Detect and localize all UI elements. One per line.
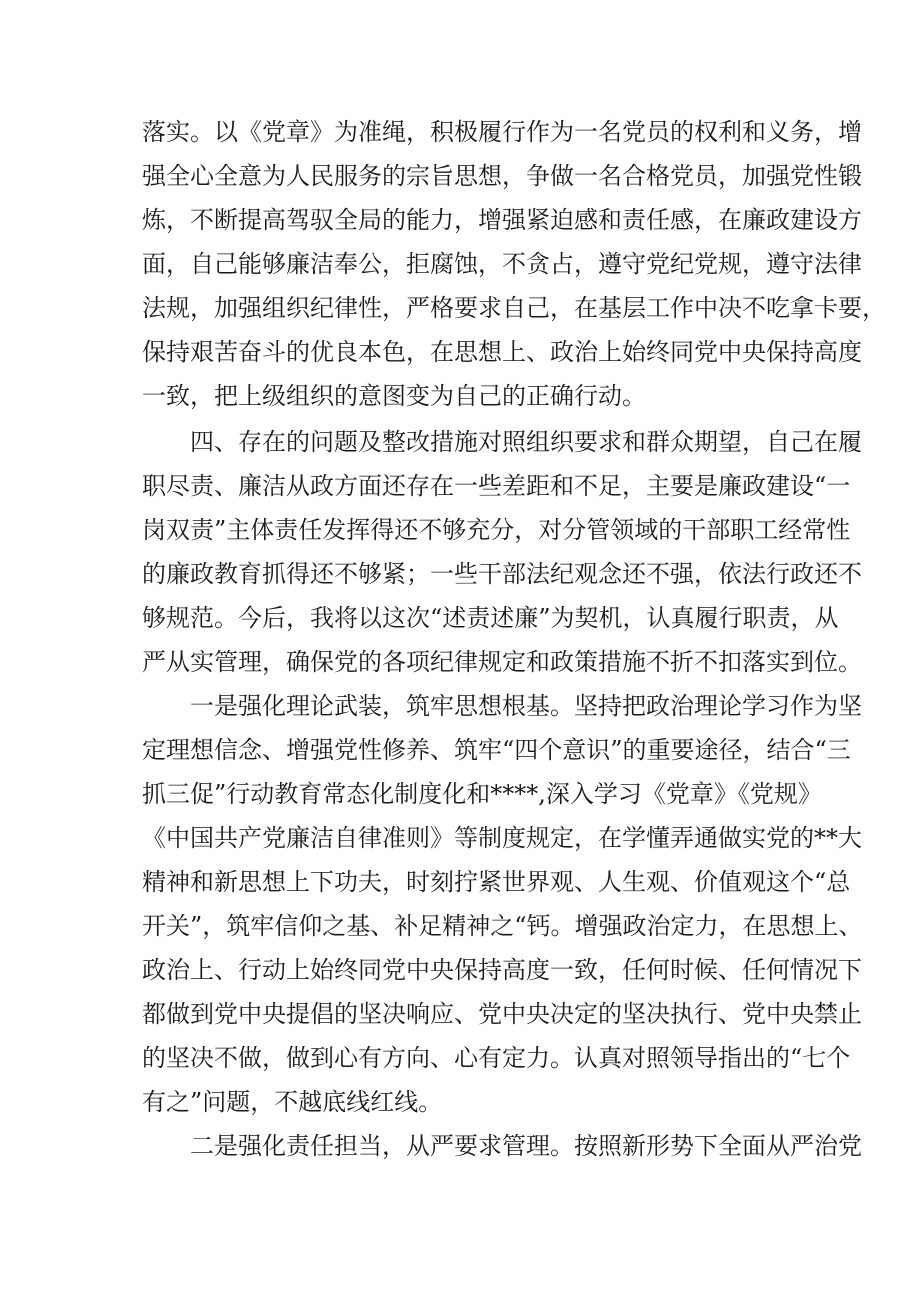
text-line: 一致，把上级组织的意图变为自己的正确行动。 bbox=[142, 382, 646, 410]
text-line: 面，自己能够廉洁奉公，拒腐蚀，不贪占，遵守党纪党规，遵守法律 bbox=[142, 250, 862, 278]
text-line: 的坚决不做，做到心有方向、心有定力。认真对照领导指出的“七个 bbox=[142, 1044, 851, 1072]
text-line: 《中国共产党廉洁自律准则》等制度规定，在学懂弄通做实党的**大 bbox=[142, 824, 862, 852]
text-line: 二是强化责任担当，从严要求管理。按照新形势下全面从严治党 bbox=[190, 1132, 862, 1160]
text-line: 保持艰苦奋斗的优良本色，在思想上、政治上始终同党中央保持高度 bbox=[142, 338, 862, 366]
text-line: 够规范。今后，我将以这次“述责述廉”为契机，认真履行职责，从 bbox=[142, 604, 839, 632]
text-line: 有之”问题，不越底线红线。 bbox=[142, 1088, 443, 1116]
text-line: 一是强化理论武装，筑牢思想根基。坚持把政治理论学习作为坚 bbox=[190, 692, 862, 720]
text-line: 炼，不断提高驾驭全局的能力，增强紧迫感和责任感，在廉政建设方 bbox=[142, 206, 862, 234]
text-line: 开关”，筑牢信仰之基、补足精神之“钙。增强政治定力，在思想上、 bbox=[142, 912, 863, 940]
text-line: 落实。以《党章》为准绳，积极履行作为一名党员的权利和义务，增 bbox=[142, 118, 862, 146]
text-line: 职尽责、廉洁从政方面还存在一些差距和不足，主要是廉政建设“一 bbox=[142, 472, 851, 500]
text-line: 法规，加强组织纪律性，严格要求自己，在基层工作中决不吃拿卡要， bbox=[142, 294, 886, 322]
text-line: 定理想信念、增强党性修养、筑牢“四个意识”的重要途径，结合“三 bbox=[142, 736, 851, 764]
text-line: 政治上、行动上始终同党中央保持高度一致，任何时候、任何情况下 bbox=[142, 956, 862, 984]
text-line: 都做到党中央提倡的坚决响应、党中央决定的坚决执行、党中央禁止 bbox=[142, 1000, 862, 1028]
text-line: 严从实管理，确保党的各项纪律规定和政策措施不折不扣落实到位。 bbox=[142, 648, 862, 676]
text-line: 岗双责”主体责任发挥得还不够充分，对分管领域的干部职工经常性 bbox=[142, 516, 851, 544]
text-line: 强全心全意为人民服务的宗旨思想，争做一名合格党员，加强党性锻 bbox=[142, 162, 862, 190]
text-line: 四、存在的问题及整改措施对照组织要求和群众期望，自己在履 bbox=[190, 428, 862, 456]
text-line: 的廉政教育抓得还不够紧；一些干部法纪观念还不强，依法行政还不 bbox=[142, 560, 862, 588]
text-line: 精神和新思想上下功夫，时刻拧紧世界观、人生观、价值观这个“总 bbox=[142, 868, 851, 896]
text-line: 抓三促”行动教育常态化制度化和****,深入学习《党章》《党规》 bbox=[142, 780, 822, 808]
